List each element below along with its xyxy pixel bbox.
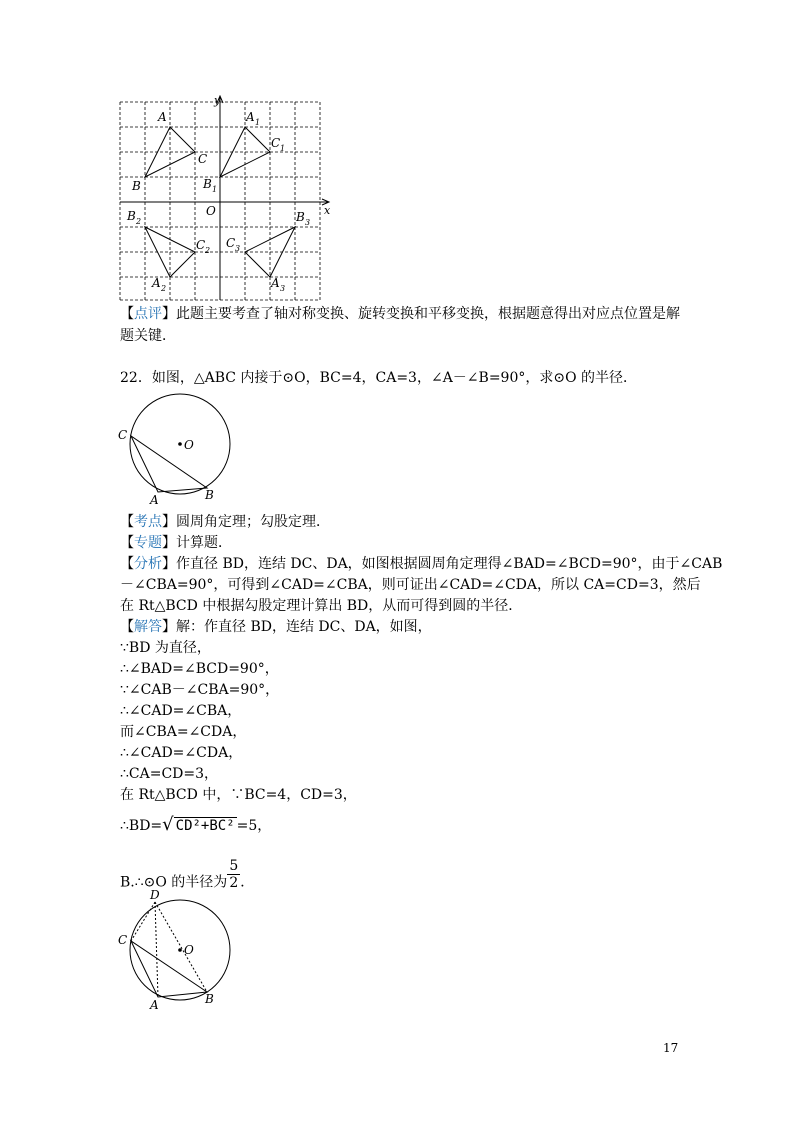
circle2-point-c-label: C (118, 933, 128, 947)
origin-label: O (206, 204, 216, 218)
solution-step: 而∠CBA=∠CDA， (120, 724, 247, 740)
circle-point-c-label: C (118, 428, 128, 442)
circle-diameter-figure (115, 885, 240, 1010)
zhuanti-text: 计算题． (176, 535, 232, 551)
subscript-c2: 2 (205, 246, 211, 255)
subscript-a1: 1 (255, 118, 261, 127)
fenxi-line-2: －∠CBA=90°，可得到∠CAD=∠CBA，则可证出∠CAD=∠CDA，所以 CA=CD=3，然后 (120, 577, 701, 593)
point-b3-label: B (296, 210, 305, 224)
fenxi-text-1: 作直径 BD，连结 DC、DA，如图根据圆周角定理得∠BAD=∠BCD=90°，由于∠CAB (176, 556, 723, 572)
bd-formula-line (120, 815, 271, 836)
bd-radicand: CD²+BC² (175, 818, 235, 834)
solution-step: 在 Rt△BCD 中，∵BC=4，CD=3， (120, 787, 357, 803)
zhuanti-tag: 专题 (134, 535, 162, 551)
point-b2-label: B (127, 209, 136, 223)
subscript-c1: 1 (280, 144, 286, 153)
circle2-point-a-label: A (150, 998, 159, 1010)
center-dot (178, 442, 182, 446)
page-number: 17 (663, 1041, 679, 1055)
subscript-c3: 3 (235, 244, 241, 253)
radius-suffix: ． (240, 874, 255, 891)
subscript-b3: 3 (305, 218, 311, 227)
subscript-a2: 2 (161, 284, 167, 293)
point-a1-label: A (246, 110, 255, 124)
comment-line-2: 题关键． (120, 328, 176, 344)
point-c2-label: C (196, 238, 206, 252)
question-22-stem: 22．如图，△ABC 内接于⊙O，BC=4，CA=3，∠A－∠B=90°，求⊙O 的半径． (120, 370, 638, 386)
sqrt-expression: √ CD²+BC² (162, 814, 235, 835)
point-c-label: C (198, 152, 208, 166)
circle2-point-d-label: D (150, 888, 160, 902)
subscript-a3: 3 (280, 284, 286, 293)
kaodian-line: 【考点】圆周角定理；勾股定理． (120, 514, 330, 530)
triangle-abc-2 (131, 941, 207, 997)
jieda-intro-text: 解：作直径 BD，连结 DC、DA，如图， (176, 619, 432, 635)
kaodian-tag: 考点 (134, 514, 162, 530)
solution-step: ∵∠CAB－∠CBA=90°， (120, 682, 280, 698)
coordinate-figure (118, 95, 334, 305)
point-a2-label: A (152, 276, 161, 290)
point-b1-label: B (203, 177, 212, 191)
point-b-label: B (132, 179, 141, 193)
subscript-b2: 2 (136, 217, 142, 226)
solution-step: ∴∠CAD=∠CDA， (120, 745, 243, 761)
circle-point-b-label: B (205, 488, 214, 502)
radius-denominator: 2 (229, 875, 239, 891)
axes (120, 96, 329, 300)
fenxi-tag: 分析 (134, 556, 162, 572)
comment-tag: 点评 (134, 306, 162, 322)
zhuanti-line: 【专题】计算题． (120, 535, 232, 551)
point-a3-label: A (271, 276, 280, 290)
comment-text-1: 此题主要考查了轴对称变换、旋转变换和平移变换，根据题意得出对应点位置是解 (176, 306, 680, 322)
solution-step: ∴∠BAD=∠BCD=90°， (120, 661, 279, 677)
circle2-point-o-label: O (184, 943, 194, 957)
circle-figure (115, 392, 240, 507)
circle-point-a-label: A (150, 493, 159, 507)
fenxi-line-3: 在 Rt△BCD 中根据勾股定理计算出 BD，从而可得到圆的半径． (120, 598, 523, 614)
circle2-point-b-label: B (205, 992, 214, 1006)
solution-step: ∴∠CAD=∠CBA， (120, 703, 242, 719)
solution-step: ∴CA=CD=3， (120, 766, 219, 782)
point-a-label: A (158, 110, 167, 124)
subscript-b1: 1 (212, 185, 218, 194)
x-axis-label: x (324, 204, 331, 217)
bd-suffix: =5， (236, 818, 272, 834)
jieda-tag: 解答 (134, 619, 162, 635)
fenxi-line-1: 【分析】作直径 BD，连结 DC、DA，如图根据圆周角定理得∠BAD=∠BCD=90°，由于∠CAB (120, 556, 723, 572)
solution-step: ∵BD 为直径， (120, 640, 211, 656)
radius-prefix: B.∴⊙O 的半径为 (120, 874, 228, 891)
y-axis-label: y (214, 95, 221, 107)
triangle-abc-inscribed (131, 436, 207, 492)
kaodian-text: 圆周角定理；勾股定理． (176, 514, 330, 530)
jieda-line-intro: 【解答】解：作直径 BD，连结 DC、DA，如图， (120, 619, 432, 635)
comment-line-1: 【点评】此题主要考查了轴对称变换、旋转变换和平移变换，根据题意得出对应点位置是解 (120, 306, 680, 322)
center-dot-2 (178, 948, 182, 952)
point-c1-label: C (271, 136, 281, 150)
radius-numerator: 5 (229, 858, 239, 874)
point-c3-label: C (226, 236, 236, 250)
bd-prefix: ∴BD= (120, 818, 163, 834)
circle-point-o-label: O (184, 438, 194, 452)
